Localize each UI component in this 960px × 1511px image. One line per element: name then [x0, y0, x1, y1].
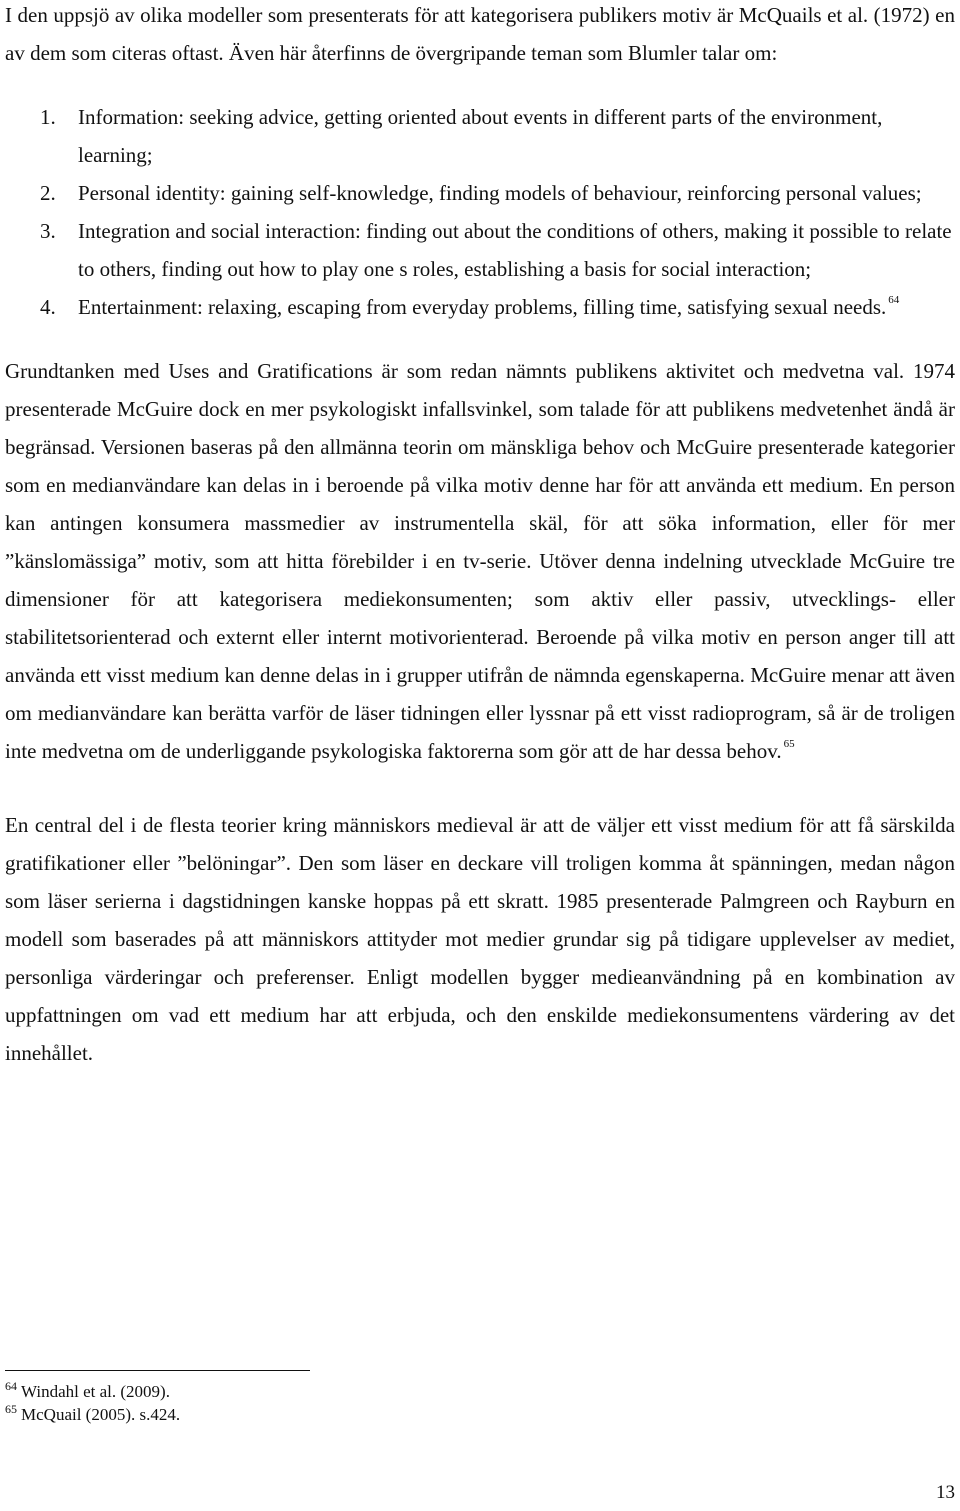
list-item-number: 2. [40, 181, 56, 205]
footnote-divider [5, 1370, 310, 1371]
body-paragraph-gratifications: En central del i de flesta teorier kring människors medieval är att de väljer ett visst medium för att få särskilda gratifikationer eller ”belöningar”. Den som läser en deckare vill troligen komma åt spänningen, medan någon som läser serierna i dagstidningen kanske hoppas på ett skratt. 1985 presenterade Palmgreen och Rayburn en modell som baserades på att människors attityder mot medier grundar sig på tidigare upplevelser av mediet, personliga värderingar och preferenser. Enligt modellen bygger medieanvändning på en kombination av uppfattningen om vad ett medium har att erbjuda, och den enskilde mediekonsumentens värdering av det innehållet. [5, 813, 955, 1065]
list-item-text: Information: seeking advice, getting oriented about events in different parts of the environment, learning; [78, 105, 883, 167]
footnotes [5, 1380, 180, 1426]
document-page [5, 0, 955, 1503]
list-item-text: Personal identity: gaining self-knowledge, finding models of behaviour, reinforcing personal values; [78, 181, 922, 205]
footnote-number: 64 [5, 1379, 17, 1394]
list-item [5, 98, 955, 174]
footnote-text: Windahl et al. (2009). [21, 1382, 170, 1401]
page-number: 13 [936, 1482, 955, 1503]
motives-list [5, 98, 955, 326]
body-paragraph-text: Grundtanken med Uses and Gratifications är som redan nämnts publikens aktivitet och medvetna val. 1974 presenterade McGuire dock en mer psykologiskt infallsvinkel, som talade för att publikens medvetenhet ändå är begränsad. Versionen baseras på den allmänna teorin om mänskliga behov och McGuire presenterade kategorier som en medianvändare kan delas in i beroende på vilka motiv denne har för att använda ett medium. En person kan antingen konsumera massmedier av instrumentella skäl, för att söka information, eller för mer ”känslomässiga” motiv, som att hitta förebilder i en tv-serie. Utöver denna indelning utvecklade McGuire tre dimensioner för att kategorisera mediekonsumenten; som aktiv eller passiv, utvecklings- eller stabilitetsorienterad och externt eller internt motivorienterad. Beroende på vilka motiv en person anger till att använda ett visst medium kan denne delas in i grupper utifrån de nämnda egenskaperna. McGuire menar att även om medianvändare kan berätta varför de läser tidningen eller lyssnar på ett visst radioprogram, så är de troligen inte medvetna om de underliggande psykologiska faktorerna som gör att de har dessa behov. [5, 359, 955, 763]
list-item-number: 4. [40, 295, 56, 319]
intro-paragraph: I den uppsjö av olika modeller som presenterats för att kategorisera publikers motiv är McQuails et al. (1972) en av dem som citeras oftast. Även här återfinns de övergripande teman som Blumler talar om: [5, 3, 955, 65]
list-item-number: 3. [40, 219, 56, 243]
footnote-reference-64: 64 [888, 294, 900, 306]
list-item [5, 212, 955, 288]
list-item [5, 174, 955, 212]
list-item-number: 1. [40, 105, 56, 129]
footnote-reference-65: 65 [783, 738, 795, 750]
footnote-item [5, 1403, 180, 1426]
footnote-text: McQuail (2005). s.424. [21, 1405, 181, 1424]
body-paragraph-mcguire [5, 352, 955, 770]
list-item-text: Entertainment: relaxing, escaping from everyday problems, filling time, satisfying sexual needs. [78, 295, 887, 319]
footnote-number: 65 [5, 1402, 17, 1417]
list-item [5, 288, 955, 326]
list-item-text: Integration and social interaction: finding out about the conditions of others, making it possible to relate to others, finding out how to play one s roles, establishing a basis for social interaction; [78, 219, 952, 281]
footnote-item [5, 1380, 180, 1403]
